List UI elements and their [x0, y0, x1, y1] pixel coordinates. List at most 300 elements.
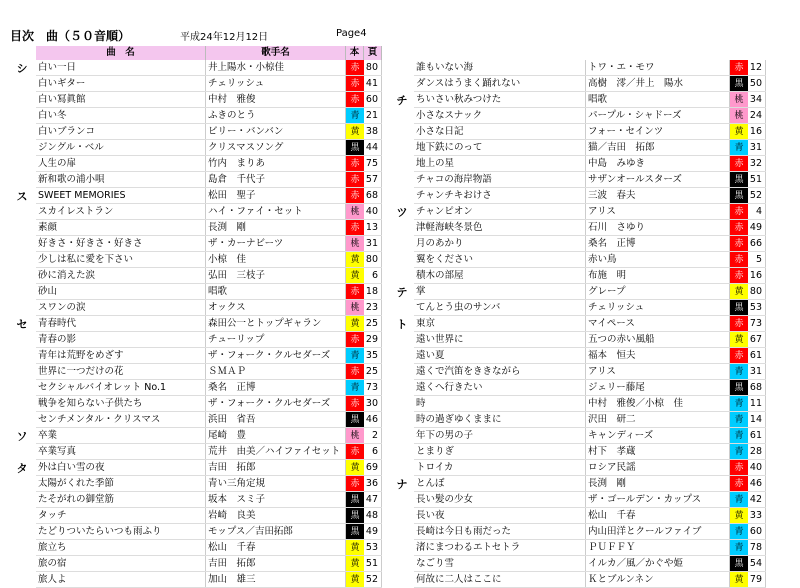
song-title: 白い一日	[36, 60, 206, 75]
book-color-badge: 青	[730, 140, 748, 155]
song-title: 砂に消えた涙	[36, 268, 206, 283]
book-color-badge: 黒	[730, 556, 748, 571]
artist-name: 石川 さゆり	[586, 220, 730, 235]
table-row	[414, 284, 766, 300]
book-color-badge: 青	[346, 348, 364, 363]
table-row	[414, 188, 766, 204]
artist-name: 井上陽水・小椋佳	[206, 60, 346, 75]
book-color-badge: 黒	[346, 492, 364, 507]
song-title: 戦争を知らない子供たち	[36, 396, 206, 411]
page-number-cell: 2	[364, 428, 382, 443]
song-title: 卒業	[36, 428, 206, 443]
table-row	[36, 412, 382, 428]
page-number-cell: 73	[748, 316, 766, 331]
artist-name: Ｋとブルンネン	[586, 572, 730, 587]
book-color-badge: 黄	[346, 460, 364, 475]
table-row	[36, 252, 382, 268]
table-row	[414, 396, 766, 412]
page-number-cell: 75	[364, 156, 382, 171]
kana-section-marker: シ	[16, 62, 28, 75]
page-number-cell: 30	[364, 396, 382, 411]
table-row	[414, 92, 766, 108]
song-title: 好きさ・好きさ・好きさ	[36, 236, 206, 251]
kana-section-marker: ト	[396, 318, 408, 331]
page-number-cell: 42	[748, 492, 766, 507]
book-color-badge: 赤	[730, 156, 748, 171]
book-color-badge: 赤	[346, 76, 364, 91]
artist-name: イルカ／風／かぐや姫	[586, 556, 730, 571]
artist-name: 坂本 スミ子	[206, 492, 346, 507]
page-number-cell: 80	[364, 252, 382, 267]
song-title: とんぼ	[414, 476, 586, 491]
song-title: 旅人よ	[36, 572, 206, 587]
artist-name: 村下 孝蔵	[586, 444, 730, 459]
kana-section-marker: チ	[396, 94, 408, 107]
artist-name: 青い三角定規	[206, 476, 346, 491]
artist-name: 弘田 三枝子	[206, 268, 346, 283]
song-title: 外は白い雪の夜	[36, 460, 206, 475]
table-row	[414, 268, 766, 284]
page-number-cell: 79	[748, 572, 766, 587]
song-title: 東京	[414, 316, 586, 331]
artist-name: 松山 千春	[206, 540, 346, 555]
artist-name: 浜田 省吾	[206, 412, 346, 427]
table-row	[36, 268, 382, 284]
artist-name: ザ・カーナビーツ	[206, 236, 346, 251]
artist-name: 猫／吉田 拓郎	[586, 140, 730, 155]
book-color-badge: 赤	[346, 364, 364, 379]
page-title: 目次 曲（５０音順）	[10, 29, 131, 43]
table-row	[36, 428, 382, 444]
book-color-badge: 黄	[346, 124, 364, 139]
artist-name: 沢田 研二	[586, 412, 730, 427]
table-row	[414, 412, 766, 428]
table-row	[36, 492, 382, 508]
table-row	[36, 156, 382, 172]
artist-name: クリスマスソング	[206, 140, 346, 155]
table-row	[36, 92, 382, 108]
song-title: 渚にまつわるエトセトラ	[414, 540, 586, 555]
book-color-badge: 黒	[346, 508, 364, 523]
artist-name: 森田公一とトップギャラン	[206, 316, 346, 331]
song-title: 白いギター	[36, 76, 206, 91]
book-color-badge: 黄	[346, 268, 364, 283]
table-row	[36, 236, 382, 252]
book-color-badge: 赤	[346, 476, 364, 491]
page-number-cell: 4	[748, 204, 766, 219]
kana-section-marker: ナ	[396, 478, 408, 491]
right-table	[414, 46, 766, 588]
song-title: センチメンタル・クリスマス	[36, 412, 206, 427]
song-title: 卒業写真	[36, 444, 206, 459]
table-row	[414, 460, 766, 476]
kana-section-marker: ツ	[396, 206, 408, 219]
table-row	[36, 172, 382, 188]
page-number-cell: 60	[748, 524, 766, 539]
table-row	[36, 348, 382, 364]
table-row	[36, 524, 382, 540]
book-color-badge: 赤	[730, 220, 748, 235]
book-color-badge: 青	[730, 492, 748, 507]
table-row	[414, 172, 766, 188]
song-title: 小さな日記	[414, 124, 586, 139]
page-number-cell: 61	[748, 428, 766, 443]
artist-name: グレープ	[586, 284, 730, 299]
book-color-badge: 青	[730, 364, 748, 379]
song-title: スカイレストラン	[36, 204, 206, 219]
page-number-cell: 11	[748, 396, 766, 411]
page-number-cell: 13	[364, 220, 382, 235]
table-row	[36, 380, 382, 396]
table-row	[36, 396, 382, 412]
artist-name: 吉田 拓郎	[206, 556, 346, 571]
artist-name: 松田 聖子	[206, 188, 346, 203]
table-row	[36, 108, 382, 124]
page-number-cell: 41	[364, 76, 382, 91]
book-color-badge: 赤	[346, 188, 364, 203]
song-title: 遠い世界に	[414, 332, 586, 347]
page-number-cell: 44	[364, 140, 382, 155]
song-title: 時	[414, 396, 586, 411]
table-row	[36, 508, 382, 524]
book-color-badge: 青	[730, 444, 748, 459]
page-number-cell: 33	[748, 508, 766, 523]
table-row	[36, 188, 382, 204]
artist-name: 吉田 拓郎	[206, 460, 346, 475]
book-color-badge: 黄	[730, 572, 748, 587]
book-color-badge: 赤	[730, 204, 748, 219]
artist-name: 長渕 剛	[206, 220, 346, 235]
page-number-cell: 47	[364, 492, 382, 507]
book-color-badge: 黄	[730, 332, 748, 347]
artist-name: 小椋 佳	[206, 252, 346, 267]
book-color-badge: 赤	[346, 396, 364, 411]
page-number-cell: 38	[364, 124, 382, 139]
artist-name: 島倉 千代子	[206, 172, 346, 187]
page-number-cell: 68	[364, 188, 382, 203]
left-rows	[36, 60, 382, 588]
song-title: 長い髪の少女	[414, 492, 586, 507]
artist-name: 岩崎 良美	[206, 508, 346, 523]
table-row	[36, 444, 382, 460]
page-number-cell: 25	[364, 316, 382, 331]
table-row	[36, 364, 382, 380]
song-title: 青年は荒野をめざす	[36, 348, 206, 363]
right-rows	[414, 60, 766, 588]
song-title: 青春の影	[36, 332, 206, 347]
song-header: 曲 名	[36, 46, 206, 60]
song-title: 新和歌の浦小唄	[36, 172, 206, 187]
artist-name: アリス	[586, 364, 730, 379]
page-number-cell: 50	[748, 76, 766, 91]
table-row	[414, 76, 766, 92]
page-number-cell: 6	[364, 268, 382, 283]
song-title: 素顔	[36, 220, 206, 235]
page-number-cell: 23	[364, 300, 382, 315]
book-color-badge: 赤	[346, 332, 364, 347]
page-number-cell: 46	[748, 476, 766, 491]
page-number-cell: 54	[748, 556, 766, 571]
artist-name: オックス	[206, 300, 346, 315]
table-row	[36, 540, 382, 556]
artist-name: 唱歌	[206, 284, 346, 299]
artist-name: 三波 春夫	[586, 188, 730, 203]
song-title: スワンの涙	[36, 300, 206, 315]
table-row	[414, 444, 766, 460]
artist-name: ロシア民謡	[586, 460, 730, 475]
table-row	[414, 348, 766, 364]
page-number-cell: 80	[748, 284, 766, 299]
page-number-cell: 28	[748, 444, 766, 459]
song-title: 太陽がくれた季節	[36, 476, 206, 491]
artist-name: 竹内 まりあ	[206, 156, 346, 171]
page-number-cell: 49	[748, 220, 766, 235]
song-title: 白い冬	[36, 108, 206, 123]
artist-name: モップス／吉田拓郎	[206, 524, 346, 539]
book-color-badge: 赤	[346, 444, 364, 459]
kana-section-marker: セ	[16, 318, 28, 331]
song-title: 旅の宿	[36, 556, 206, 571]
table-row	[414, 140, 766, 156]
book-color-badge: 青	[730, 428, 748, 443]
table-row	[36, 284, 382, 300]
page-number-cell: 80	[364, 60, 382, 75]
table-row	[36, 332, 382, 348]
page-number-cell: 78	[748, 540, 766, 555]
kana-section-marker: ソ	[16, 430, 28, 443]
table-row	[414, 540, 766, 556]
book-color-badge: 赤	[730, 476, 748, 491]
song-title: ダンスはうまく踊れない	[414, 76, 586, 91]
page-number: Page4	[336, 28, 367, 39]
table-row	[414, 60, 766, 76]
book-color-badge: 黄	[730, 508, 748, 523]
book-color-badge: 黒	[346, 524, 364, 539]
song-title: たそがれの御堂筋	[36, 492, 206, 507]
page-number-cell: 16	[748, 124, 766, 139]
table-row	[36, 124, 382, 140]
page-number-cell: 25	[364, 364, 382, 379]
page-number-cell: 16	[748, 268, 766, 283]
page-number-cell: 52	[364, 572, 382, 587]
song-title: 遠くへ行きたい	[414, 380, 586, 395]
song-title: とまりぎ	[414, 444, 586, 459]
song-title: 砂山	[36, 284, 206, 299]
page-number-cell: 29	[364, 332, 382, 347]
song-title: タッチ	[36, 508, 206, 523]
song-title: 長い夜	[414, 508, 586, 523]
page-number-cell: 52	[748, 188, 766, 203]
page-number-cell: 24	[748, 108, 766, 123]
page-number-cell: 12	[748, 60, 766, 75]
book-color-badge: 黒	[730, 76, 748, 91]
kana-section-marker: タ	[16, 462, 28, 475]
song-title: 年下の男の子	[414, 428, 586, 443]
page-number-cell: 40	[364, 204, 382, 219]
table-row	[36, 572, 382, 588]
page-number-cell: 5	[748, 252, 766, 267]
song-title: たどりついたらいつも雨ふり	[36, 524, 206, 539]
book-color-badge: 赤	[730, 236, 748, 251]
page-number-cell: 61	[748, 348, 766, 363]
page-number-cell: 31	[364, 236, 382, 251]
artist-name: 桑名 正博	[206, 380, 346, 395]
table-row	[414, 332, 766, 348]
table-row	[36, 204, 382, 220]
table-row	[36, 300, 382, 316]
song-title: チャンピオン	[414, 204, 586, 219]
artist-name: 唱歌	[586, 92, 730, 107]
artist-name: 桑名 正博	[586, 236, 730, 251]
book-color-badge: 桃	[730, 108, 748, 123]
table-row	[36, 316, 382, 332]
artist-name: 高樹 澪／井上 陽水	[586, 76, 730, 91]
artist-name: 荒井 由美／ハイファイセット	[206, 444, 346, 459]
table-row	[414, 364, 766, 380]
page-number-cell: 51	[364, 556, 382, 571]
book-color-badge: 青	[730, 524, 748, 539]
book-color-badge: 青	[346, 108, 364, 123]
artist-name: ジェリー藤尾	[586, 380, 730, 395]
book-color-badge: 黒	[730, 172, 748, 187]
page-number-cell: 32	[748, 156, 766, 171]
song-title: 月のあかり	[414, 236, 586, 251]
table-row	[36, 460, 382, 476]
song-title: 津軽海峡冬景色	[414, 220, 586, 235]
artist-name: サザンオールスターズ	[586, 172, 730, 187]
artist-name: 中村 雅俊	[206, 92, 346, 107]
page-number-cell: 49	[364, 524, 382, 539]
book-color-badge: 赤	[346, 60, 364, 75]
artist-name: 加山 雄三	[206, 572, 346, 587]
book-color-badge: 黄	[346, 252, 364, 267]
date-label: 平成24年12月12日	[180, 32, 269, 43]
book-color-badge: 赤	[730, 252, 748, 267]
book-color-badge: 黒	[730, 380, 748, 395]
book-color-badge: 桃	[730, 92, 748, 107]
song-title: トロイカ	[414, 460, 586, 475]
page-number-cell: 31	[748, 140, 766, 155]
song-title: 人生の扉	[36, 156, 206, 171]
book-color-badge: 赤	[346, 220, 364, 235]
table-row	[414, 524, 766, 540]
page-number-cell: 51	[748, 172, 766, 187]
book-color-badge: 黒	[346, 140, 364, 155]
song-title: 小さなスナック	[414, 108, 586, 123]
table-row	[414, 220, 766, 236]
song-title: 積木の部屋	[414, 268, 586, 283]
artist-name: チェリッシュ	[586, 300, 730, 315]
artist-name: パープル・シャドーズ	[586, 108, 730, 123]
table-row	[414, 492, 766, 508]
kana-section-marker: ス	[16, 190, 28, 203]
page-header-cell: 頁	[364, 46, 382, 60]
book-color-badge: 青	[730, 412, 748, 427]
song-title: 遠くで汽笛をききながら	[414, 364, 586, 379]
table-row	[414, 380, 766, 396]
table-row	[36, 556, 382, 572]
artist-name: 尾崎 豊	[206, 428, 346, 443]
book-color-badge: 赤	[346, 92, 364, 107]
artist-name: チェリッシュ	[206, 76, 346, 91]
book-color-badge: 赤	[730, 60, 748, 75]
artist-name: 福本 恒夫	[586, 348, 730, 363]
page-number-cell: 21	[364, 108, 382, 123]
table-header	[36, 46, 382, 60]
table-row	[36, 476, 382, 492]
table-row	[414, 252, 766, 268]
table-row	[414, 428, 766, 444]
song-title: ちいさい秋みつけた	[414, 92, 586, 107]
artist-name: 布施 明	[586, 268, 730, 283]
left-table	[36, 46, 382, 588]
book-color-badge: 黒	[730, 188, 748, 203]
artist-name: チューリップ	[206, 332, 346, 347]
song-title: 長崎は今日も雨だった	[414, 524, 586, 539]
artist-name: 中島 みゆき	[586, 156, 730, 171]
page-number-cell: 57	[364, 172, 382, 187]
page-number-cell: 53	[748, 300, 766, 315]
page-number-cell: 48	[364, 508, 382, 523]
page-number-cell: 60	[364, 92, 382, 107]
song-title: なごり雪	[414, 556, 586, 571]
book-color-badge: 黄	[346, 556, 364, 571]
table-row	[414, 572, 766, 588]
book-color-badge: 桃	[346, 236, 364, 251]
page-number-cell: 35	[364, 348, 382, 363]
table-row	[36, 60, 382, 76]
song-title: 白い冩眞館	[36, 92, 206, 107]
book-color-badge: 赤	[730, 348, 748, 363]
song-title: 白いブランコ	[36, 124, 206, 139]
song-title: 遠い夏	[414, 348, 586, 363]
kana-section-marker: テ	[396, 286, 408, 299]
song-title: 地下鉄にのって	[414, 140, 586, 155]
song-title: チャコの海岸物語	[414, 172, 586, 187]
artist-name: 赤い鳥	[586, 252, 730, 267]
song-title: 青春時代	[36, 316, 206, 331]
table-row	[414, 108, 766, 124]
book-color-badge: 黄	[730, 284, 748, 299]
table-row	[414, 236, 766, 252]
table-row	[414, 316, 766, 332]
song-title: てんとう虫のサンバ	[414, 300, 586, 315]
song-title: SWEET MEMORIES	[36, 188, 206, 203]
artist-name: ＳＭＡＰ	[206, 364, 346, 379]
book-color-badge: 青	[730, 396, 748, 411]
table-row	[414, 204, 766, 220]
artist-header: 歌手名	[206, 46, 346, 60]
artist-name: ザ・フォーク・クルセダーズ	[206, 396, 346, 411]
book-color-badge: 黒	[346, 412, 364, 427]
table-row	[414, 556, 766, 572]
artist-name: ＰＵＦＦＹ	[586, 540, 730, 555]
page-number-cell: 53	[364, 540, 382, 555]
page-number-cell: 31	[748, 364, 766, 379]
book-color-badge: 桃	[346, 204, 364, 219]
book-header: 本	[346, 46, 364, 60]
song-title: セクシャルバイオレット No.1	[36, 380, 206, 395]
table-row	[414, 476, 766, 492]
page-number-cell: 18	[364, 284, 382, 299]
artist-name: フォー・セインツ	[586, 124, 730, 139]
artist-name: トワ・エ・モワ	[586, 60, 730, 75]
artist-name: マイペース	[586, 316, 730, 331]
table-row	[414, 508, 766, 524]
song-title: 地上の星	[414, 156, 586, 171]
table-row	[414, 124, 766, 140]
table-row	[36, 140, 382, 156]
